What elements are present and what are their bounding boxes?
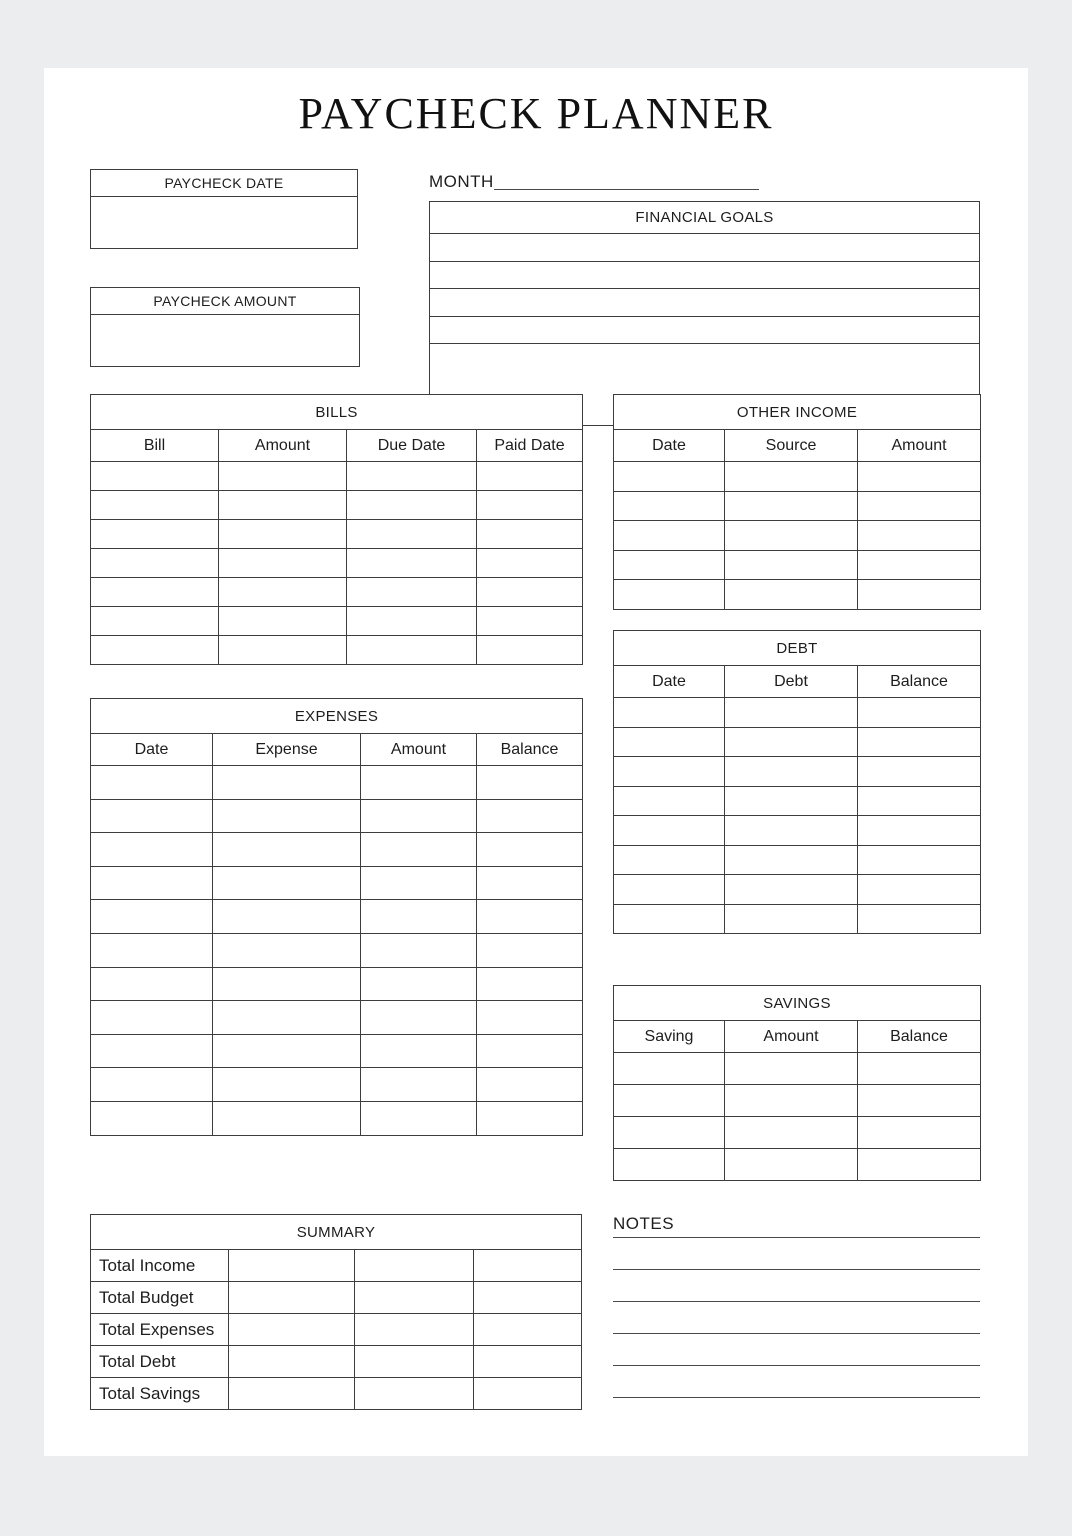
- cell[interactable]: [219, 607, 347, 636]
- expenses-col-date: Date: [91, 734, 213, 766]
- cell[interactable]: [229, 1378, 355, 1410]
- table-row: [614, 580, 981, 610]
- table-row: [91, 1378, 582, 1410]
- debt-table: [613, 630, 981, 934]
- table-row: [614, 491, 981, 521]
- cell[interactable]: [858, 698, 981, 728]
- table-row: [614, 1117, 981, 1149]
- cell[interactable]: [347, 549, 477, 578]
- cell[interactable]: [858, 727, 981, 757]
- cell[interactable]: [91, 1001, 213, 1035]
- cell[interactable]: [614, 904, 725, 934]
- cell[interactable]: [858, 757, 981, 787]
- cell[interactable]: [477, 1001, 583, 1035]
- cell[interactable]: [858, 816, 981, 846]
- notes-line[interactable]: [613, 1333, 980, 1365]
- other-income-col-source: Source: [725, 430, 858, 462]
- cell[interactable]: [477, 967, 583, 1001]
- cell[interactable]: [477, 578, 583, 607]
- cell[interactable]: [213, 866, 361, 900]
- cell[interactable]: [219, 578, 347, 607]
- cell[interactable]: [213, 833, 361, 867]
- cell[interactable]: [91, 799, 213, 833]
- cell[interactable]: [347, 607, 477, 636]
- cell[interactable]: [229, 1346, 355, 1378]
- summary-label-total-income: Total Income: [91, 1250, 229, 1282]
- paycheck-date-label: PAYCHECK DATE: [91, 170, 357, 197]
- cell[interactable]: [477, 520, 583, 549]
- cell[interactable]: [725, 1085, 858, 1117]
- summary-label-total-savings: Total Savings: [91, 1378, 229, 1410]
- cell[interactable]: [858, 462, 981, 492]
- financial-goal-row[interactable]: [430, 344, 979, 372]
- other-income-header-row: [614, 430, 981, 462]
- cell[interactable]: [361, 1034, 477, 1068]
- cell[interactable]: [614, 1149, 725, 1181]
- paycheck-date-input[interactable]: [91, 197, 357, 248]
- table-row: [91, 1001, 583, 1035]
- cell[interactable]: [361, 900, 477, 934]
- paycheck-date-box: [90, 169, 358, 249]
- cell[interactable]: [614, 698, 725, 728]
- cell[interactable]: [725, 727, 858, 757]
- table-row: [614, 521, 981, 551]
- cell[interactable]: [91, 933, 213, 967]
- cell[interactable]: [477, 636, 583, 665]
- cell[interactable]: [477, 1068, 583, 1102]
- cell[interactable]: [614, 757, 725, 787]
- cell[interactable]: [219, 636, 347, 665]
- cell[interactable]: [361, 1101, 477, 1135]
- cell[interactable]: [213, 766, 361, 800]
- cell[interactable]: [858, 491, 981, 521]
- bills-col-paid-date: Paid Date: [477, 430, 583, 462]
- table-row: [91, 578, 583, 607]
- cell[interactable]: [213, 1101, 361, 1135]
- notes-label: NOTES: [613, 1214, 675, 1233]
- month-label: MONTH: [429, 172, 494, 191]
- expenses-col-expense: Expense: [213, 734, 361, 766]
- table-row: [91, 900, 583, 934]
- cell[interactable]: [473, 1282, 581, 1314]
- cell[interactable]: [354, 1378, 473, 1410]
- cell[interactable]: [614, 1085, 725, 1117]
- cell[interactable]: [361, 1001, 477, 1035]
- cell[interactable]: [213, 799, 361, 833]
- cell[interactable]: [477, 833, 583, 867]
- savings-table: [613, 985, 981, 1181]
- summary-label-total-debt: Total Debt: [91, 1346, 229, 1378]
- table-row: [91, 799, 583, 833]
- table-row: [91, 1314, 582, 1346]
- table-row: [614, 550, 981, 580]
- cell[interactable]: [347, 636, 477, 665]
- cell[interactable]: [614, 727, 725, 757]
- cell[interactable]: [354, 1282, 473, 1314]
- cell[interactable]: [91, 491, 219, 520]
- cell[interactable]: [91, 866, 213, 900]
- cell[interactable]: [614, 816, 725, 846]
- cell[interactable]: [858, 550, 981, 580]
- table-row: [614, 1085, 981, 1117]
- cell[interactable]: [91, 1101, 213, 1135]
- bills-col-due-date: Due Date: [347, 430, 477, 462]
- bills-col-bill: Bill: [91, 430, 219, 462]
- cell[interactable]: [361, 866, 477, 900]
- cell[interactable]: [614, 875, 725, 905]
- notes-line[interactable]: [613, 1269, 980, 1301]
- table-row: [91, 1068, 583, 1102]
- cell[interactable]: [91, 967, 213, 1001]
- cell[interactable]: [473, 1346, 581, 1378]
- notes-line[interactable]: [613, 1365, 980, 1397]
- cell[interactable]: [858, 1085, 981, 1117]
- cell[interactable]: [725, 491, 858, 521]
- cell[interactable]: [614, 786, 725, 816]
- table-row: [91, 462, 583, 491]
- cell[interactable]: [477, 491, 583, 520]
- cell[interactable]: [725, 462, 858, 492]
- cell[interactable]: [477, 933, 583, 967]
- table-row: [614, 727, 981, 757]
- cell[interactable]: [91, 520, 219, 549]
- bills-col-amount: Amount: [219, 430, 347, 462]
- financial-goal-row[interactable]: [430, 289, 979, 317]
- cell[interactable]: [219, 520, 347, 549]
- cell[interactable]: [477, 799, 583, 833]
- table-row: [91, 491, 583, 520]
- cell[interactable]: [725, 698, 858, 728]
- bills-title-row: [91, 395, 583, 430]
- savings-title: SAVINGS: [614, 986, 981, 1021]
- expenses-col-balance: Balance: [477, 734, 583, 766]
- cell[interactable]: [354, 1346, 473, 1378]
- notes-line[interactable]: [613, 1237, 980, 1269]
- cell[interactable]: [477, 549, 583, 578]
- cell[interactable]: [219, 491, 347, 520]
- cell[interactable]: [219, 549, 347, 578]
- notes-line[interactable]: [613, 1301, 980, 1333]
- cell[interactable]: [725, 1117, 858, 1149]
- financial-goals-box: [429, 201, 980, 426]
- cell[interactable]: [858, 521, 981, 551]
- paycheck-amount-label: PAYCHECK AMOUNT: [91, 288, 359, 315]
- cell[interactable]: [725, 1149, 858, 1181]
- cell[interactable]: [213, 1001, 361, 1035]
- cell[interactable]: [213, 933, 361, 967]
- table-row: [91, 967, 583, 1001]
- cell[interactable]: [725, 1053, 858, 1085]
- page-title: PAYCHECK PLANNER: [298, 89, 774, 138]
- cell[interactable]: [858, 786, 981, 816]
- table-row: [614, 1149, 981, 1181]
- cell[interactable]: [91, 549, 219, 578]
- table-row: [91, 933, 583, 967]
- expenses-header-row: [91, 734, 583, 766]
- savings-col-balance: Balance: [858, 1021, 981, 1053]
- cell[interactable]: [91, 607, 219, 636]
- table-row: [91, 1034, 583, 1068]
- cell[interactable]: [725, 521, 858, 551]
- cell[interactable]: [858, 1149, 981, 1181]
- cell[interactable]: [473, 1378, 581, 1410]
- cell[interactable]: [477, 900, 583, 934]
- cell[interactable]: [858, 875, 981, 905]
- table-row: [614, 904, 981, 934]
- bills-table: [90, 394, 583, 665]
- table-row: [91, 866, 583, 900]
- cell[interactable]: [614, 845, 725, 875]
- cell[interactable]: [361, 1068, 477, 1102]
- table-row: [91, 833, 583, 867]
- cell[interactable]: [361, 833, 477, 867]
- cell[interactable]: [725, 904, 858, 934]
- cell[interactable]: [614, 1053, 725, 1085]
- debt-header-row: [614, 666, 981, 698]
- expenses-col-amount: Amount: [361, 734, 477, 766]
- table-row: [91, 607, 583, 636]
- bills-header-row: [91, 430, 583, 462]
- cell[interactable]: [473, 1314, 581, 1346]
- cell[interactable]: [91, 578, 219, 607]
- table-row: [614, 462, 981, 492]
- other-income-title: OTHER INCOME: [614, 395, 981, 430]
- cell[interactable]: [213, 900, 361, 934]
- savings-title-row: [614, 986, 981, 1021]
- cell[interactable]: [229, 1314, 355, 1346]
- cell[interactable]: [725, 580, 858, 610]
- month-input-rule[interactable]: [494, 189, 759, 190]
- table-row: [614, 698, 981, 728]
- debt-col-debt: Debt: [725, 666, 858, 698]
- cell[interactable]: [614, 491, 725, 521]
- savings-col-saving: Saving: [614, 1021, 725, 1053]
- table-row: [91, 1250, 582, 1282]
- cell[interactable]: [725, 816, 858, 846]
- cell[interactable]: [858, 904, 981, 934]
- bills-title: BILLS: [91, 395, 583, 430]
- cell[interactable]: [91, 636, 219, 665]
- cell[interactable]: [361, 766, 477, 800]
- summary-label-total-expenses: Total Expenses: [91, 1314, 229, 1346]
- summary-title-row: [91, 1215, 582, 1250]
- cell[interactable]: [477, 866, 583, 900]
- cell[interactable]: [91, 766, 213, 800]
- paycheck-amount-box: [90, 287, 360, 367]
- table-row: [91, 766, 583, 800]
- cell[interactable]: [361, 967, 477, 1001]
- cell[interactable]: [229, 1250, 355, 1282]
- cell[interactable]: [477, 607, 583, 636]
- cell[interactable]: [858, 1117, 981, 1149]
- cell[interactable]: [91, 462, 219, 491]
- cell[interactable]: [361, 799, 477, 833]
- cell[interactable]: [858, 1053, 981, 1085]
- summary-label-total-budget: Total Budget: [91, 1282, 229, 1314]
- cell[interactable]: [354, 1314, 473, 1346]
- month-field[interactable]: [429, 166, 759, 192]
- table-row: [91, 636, 583, 665]
- cell[interactable]: [725, 845, 858, 875]
- cell[interactable]: [213, 1034, 361, 1068]
- table-row: [614, 757, 981, 787]
- cell[interactable]: [477, 1101, 583, 1135]
- cell[interactable]: [614, 550, 725, 580]
- table-row: [91, 1346, 582, 1378]
- summary-table: [90, 1214, 582, 1410]
- financial-goal-row[interactable]: [430, 317, 979, 345]
- cell[interactable]: [91, 833, 213, 867]
- cell[interactable]: [614, 580, 725, 610]
- table-row: [614, 786, 981, 816]
- cell[interactable]: [858, 580, 981, 610]
- table-row: [614, 816, 981, 846]
- debt-col-balance: Balance: [858, 666, 981, 698]
- table-row: [91, 1101, 583, 1135]
- cell[interactable]: [477, 1034, 583, 1068]
- cell[interactable]: [91, 900, 213, 934]
- table-row: [91, 1282, 582, 1314]
- debt-title: DEBT: [614, 631, 981, 666]
- cell[interactable]: [614, 462, 725, 492]
- planner-page: [44, 68, 1028, 1456]
- cell[interactable]: [347, 520, 477, 549]
- cell[interactable]: [614, 521, 725, 551]
- cell[interactable]: [213, 967, 361, 1001]
- cell[interactable]: [725, 757, 858, 787]
- other-income-col-date: Date: [614, 430, 725, 462]
- notes-section: [613, 1214, 980, 1429]
- savings-header-row: [614, 1021, 981, 1053]
- cell[interactable]: [354, 1250, 473, 1282]
- debt-title-row: [614, 631, 981, 666]
- table-row: [614, 845, 981, 875]
- expenses-title-row: [91, 699, 583, 734]
- cell[interactable]: [347, 491, 477, 520]
- cell[interactable]: [614, 1117, 725, 1149]
- table-row: [91, 549, 583, 578]
- cell[interactable]: [473, 1250, 581, 1282]
- cell[interactable]: [213, 1068, 361, 1102]
- other-income-table: [613, 394, 981, 610]
- cell[interactable]: [725, 550, 858, 580]
- cell[interactable]: [725, 875, 858, 905]
- table-row: [614, 1053, 981, 1085]
- other-income-title-row: [614, 395, 981, 430]
- financial-goal-row[interactable]: [430, 262, 979, 290]
- financial-goal-row[interactable]: [430, 234, 979, 262]
- table-row: [614, 875, 981, 905]
- summary-title: SUMMARY: [91, 1215, 582, 1250]
- cell[interactable]: [347, 462, 477, 491]
- financial-goals-title: FINANCIAL GOALS: [430, 202, 979, 234]
- cell[interactable]: [477, 766, 583, 800]
- cell[interactable]: [725, 786, 858, 816]
- notes-line[interactable]: [613, 1397, 980, 1429]
- cell[interactable]: [91, 1068, 213, 1102]
- expenses-title: EXPENSES: [91, 699, 583, 734]
- debt-col-date: Date: [614, 666, 725, 698]
- cell[interactable]: [858, 845, 981, 875]
- cell[interactable]: [229, 1282, 355, 1314]
- other-income-col-amount: Amount: [858, 430, 981, 462]
- paycheck-amount-input[interactable]: [91, 315, 359, 366]
- cell[interactable]: [91, 1034, 213, 1068]
- cell[interactable]: [477, 462, 583, 491]
- savings-col-amount: Amount: [725, 1021, 858, 1053]
- expenses-table: [90, 698, 583, 1136]
- cell[interactable]: [361, 933, 477, 967]
- cell[interactable]: [347, 578, 477, 607]
- cell[interactable]: [219, 462, 347, 491]
- table-row: [91, 520, 583, 549]
